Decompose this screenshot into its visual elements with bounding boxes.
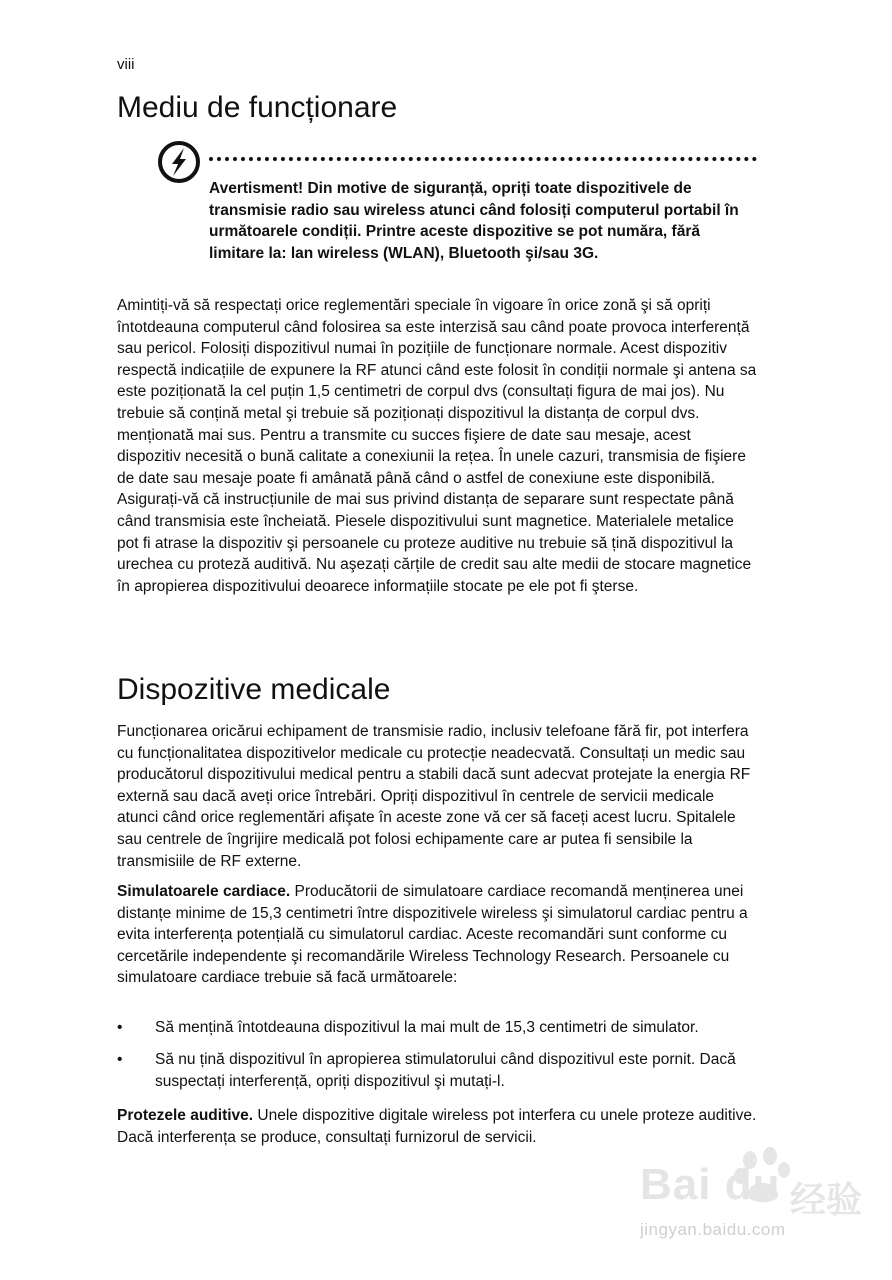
watermark-url: jingyan.baidu.com [640, 1220, 786, 1239]
bullet-symbol: • [117, 1051, 123, 1068]
bullet-symbol: • [117, 1019, 123, 1036]
operating-environment-paragraph: Amintiți-vă să respectați orice reglementări speciale în vigoare în orice zonă şi să opriți întotdeauna computerul când folosirea sa este interzisă sau când poate provoca interferență sau pericol. Folosiți dispozitivul numai în pozițiile de funcționare normale. Acest dispozitiv respectă indicațiile de expunere la RF atunci când este folosit în condiții normale şi antena sa este poziționată la cel puțin 1,5 centimetri de corpul dvs (consultați figura de mai jos). Nu trebuie să conțină metal şi trebuie să poziționați dispozitivul la distanța de corpul dvs. menționată mai sus. Pentru a transmite cu succes fişiere de date sau mesaje, acest dispozitiv necesită o bună calitate a conexiunii la rețea. În unele cazuri, transmisia de fişiere de date sau mesaje poate fi amânată până când o astfel de conexiune este disponibilă. Asigurați-vă că instrucțiunile de mai sus privind distanța de separare sunt respectate până când transmisia este încheiată. Piesele dispozitivului sunt magnetice. Materialele metalice pot fi atrase la dispozitiv şi persoanele cu proteze auditive nu trebuie să țină dispozitivul la urechea cu proteză auditivă. Nu aşezați cărțile de credit sau alte medii de stocare magnetice în apropierea dispozitivului deoarece informațiile stocate pe ele pot fi şterse. [117, 297, 757, 595]
section-title-operating-environment: Mediu de funcționare [117, 91, 398, 124]
hearing-aids-text: Unele dispozitive digitale wireless pot interfera cu unele proteze auditive. Dacă interferența se produce, consultați furnizorul de servicii. [117, 1107, 757, 1146]
baidu-watermark [640, 1142, 880, 1252]
bullet-item: Să mențină întotdeauna dispozitivul la mai mult de 15,3 centimetri de simulator. [155, 1019, 699, 1036]
watermark-cn-text: 经验 [790, 1179, 863, 1220]
pacemakers-text: Producătorii de simulatoare cardiace recomandă menținerea unei distanțe minime de 15,3 centimetri între dispozitivele wireless şi simulatorul cardiac pentru a evita interferența potențială cu simulatorul cardiac. Aceste recomandări sunt conforme cu cercetările independente şi recomandările Wireless Technology Research. Persoanele cu simulatoare cardiace trebuie să facă următoarele: [117, 883, 748, 987]
page-number: viii [117, 56, 135, 73]
bullet-item: Să nu țină dispozitivul în apropierea stimulatorului când dispozitivul este pornit. Dacă suspectați interferență, opriți dispozitivul şi mutați-l. [155, 1051, 736, 1090]
pacemakers-label: Simulatoarele cardiace. [117, 883, 291, 900]
watermark-logo: Bai du [640, 1160, 781, 1209]
pacemakers-paragraph [117, 881, 757, 989]
medical-devices-paragraph: Funcționarea oricărui echipament de transmisie radio, inclusiv telefoane fără fir, pot interfera cu funcționalitatea dispozitivelor medicale cu protecție neadecvată. Consultați un medic sau producătorul dispozitivului medical pentru a stabili dacă sunt adecvat protejate la energia RF externă sau dacă aveți orice întrebări. Opriți dispozitivul în centrele de servicii medicale atunci când orice reglementări afişate în aceste zone vă cer să faceți acest lucru. Spitalele sau centrele de îngrijire medicală pot folosi echipamente care ar putea fi sensibile la transmisiile de RF externe. [117, 723, 751, 870]
hearing-aids-label: Protezele auditive. [117, 1107, 254, 1124]
warning-text: Avertisment! Din motive de siguranță, opriți toate dispozitivele de transmisie radio sau wireless atunci când folosiți computerul portabil în următoarele condiții. Printre aceste dispozitive se pot număra, fără limitare la: lan wireless (WLAN), Bluetooth şi/sau 3G. [209, 180, 739, 262]
warning-lightning-icon [157, 140, 201, 184]
warning-divider [209, 157, 757, 161]
section-title-medical-devices: Dispozitive medicale [117, 673, 391, 706]
